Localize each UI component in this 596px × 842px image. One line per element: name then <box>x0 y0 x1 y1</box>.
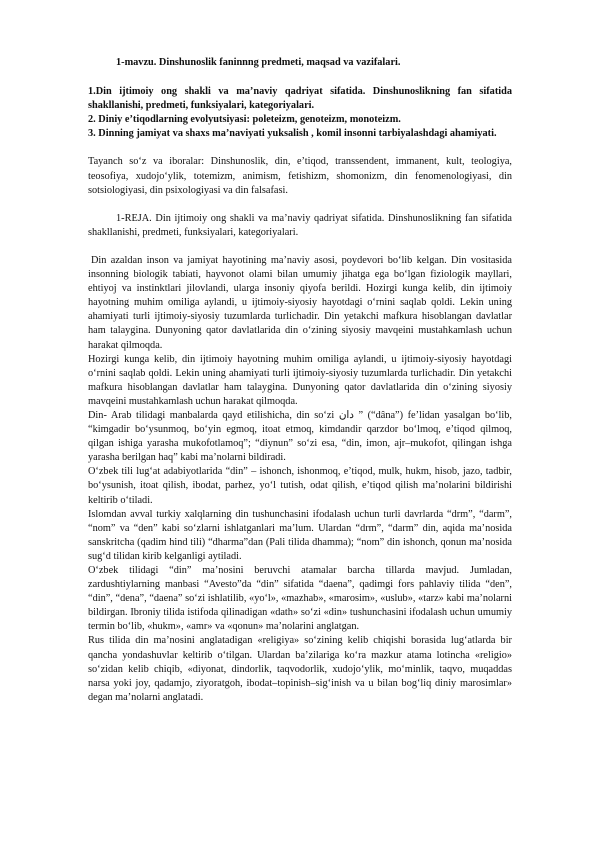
document-page <box>88 56 512 705</box>
outline-item-2: 2. Diniy e’tiqodlarning evolyutsiyasi: poleteizm, genoteizm, monoteizm. <box>88 114 401 126</box>
body-paragraph: Rus tilida din ma’nosini anglatadigan «religiya» so‘zining kelib chiqishi borasida lug‘atlarda bir qancha yondashuvlar keltirib o‘tilgan. Ulardan ba’zilariga ko‘ra mazkur atama lotincha «religio» so‘zidan kelib chiqib, «diyonat, dindorlik, taqvodorlik, xudojo‘ylik, mo‘minlik, taqvo, muqaddas narsa yoki joy, qadamjo, ziyoratgoh, ibodat–topinish–sig‘inish va u bilan bog‘liq diniy marosimlar» degan ma’nolarni anglatadi. <box>88 635 512 703</box>
spacer <box>88 240 512 254</box>
spacer <box>88 198 512 212</box>
document-title: 1-mavzu. Dinshunoslik faninnng predmeti, maqsad va vazifalari. <box>116 57 401 68</box>
spacer <box>88 141 512 155</box>
body-paragraph: Din- Arab tilidagi manbalarda qayd etilishicha, din so‘zi دان ” (“dâna”) fe’lidan yasalgan bo‘lib, “kimgadir bo‘ysunmoq, bo‘yin egmoq, itoat etmoq, kimdandir qarzdor bo‘lmoq, e’tiqod qilmoq, qilgan ishiga yarasha mukofotlamoq”; “diynun” so‘zi esa, “din, imon, ajr–mukofot, qilingan ishga yarasha berilgan haq” kabi ma’nolarni bildiradi. <box>88 409 512 464</box>
body-paragraph: Din azaldan inson va jamiyat hayotining ma’naviy asosi, poydevori bo‘lib kelgan. Din vositasida insonning biologik tabiati, hayvonot olami bilan umumiy jihatga ega bo‘lgan fiziologik mayllari, ehtiyoj va instinktlari jilovlandi, ularga insoniy qiyofa berildi. Hozirgi kunga kelib, din ijtimoiy hayotning muhim omiliga aylandi, u ijtimoiy-siyosiy hayotdagi o‘rnini saqlab qoldi. Lekin uning ahamiyati turli ijtimoiy-siyosiy tuzumlarda turlichadir. Din yetakchi mafkura hisoblangan davlatlar ham talaygina. Dunyoning qator davlatlarida din o‘zining siyosiy mavqeini mustahkamlash uchun harakat qilmoqda. <box>88 254 512 351</box>
body-paragraph: O‘zbek tili lug‘at adabiyotlarida “din” – ishonch, ishonmoq, e’tiqod, mulk, hukm, hisob, jazo, tadbir, bo‘ysunish, itoat qilish, ibodat, parhez, yo‘l tutish, odat qilish, e’tiqod qilish ma’nolarini bildirishi keltirib o‘tiladi. <box>88 466 512 506</box>
body-paragraph: Islomdan avval turkiy xalqlarning din tushunchasini ifodalash uchun turli davrlarda “drm”, “darm”, “nom” va “den” kabi so‘zlarni ishlatganlari ma’lum. Ulardan “drm”, “darm” din, aqida ma’nosida sanskritcha (qadim hind tili) “dharma”dan (Pali tilida dhamma); “nom” din ishonch, qonun ma’nosida sug‘d tilidan kirib kelganligi aytiladi. <box>88 508 512 562</box>
outline-item-3: 3. Dinning jamiyat va shaxs ma’naviyati yuksalish , komil insonni tarbiyalashdagi ahamiyati. <box>88 128 497 140</box>
plan-heading: 1-REJA. Din ijtimoiy ong shakli va ma’naviy qadriyat sifatida. Dinshunoslikning fan sifatida shakllanishi, predmeti, funksiyalari, kategoriyalari. <box>88 212 512 238</box>
outline-item-1: 1.Din ijtimoiy ong shakli va ma’naviy qadriyat sifatida. Dinshunoslikning fan sifatida shakllanishi, predmeti, funksiyalari, kategoriyalari. <box>88 86 512 112</box>
keywords-paragraph: Tayanch so‘z va iboralar: Dinshunoslik, din, e’tiqod, transsendent, immanent, kult, teologiya, teosofiya, xudojo‘ylik, totemizm, animism, fetishizm, shomonizm, din fenomenologiyasi, din sotsiologiyasi, din psixologiyasi va din falsafasi. <box>88 156 512 196</box>
body-paragraph: Hozirgi kunga kelib, din ijtimoiy hayotning muhim omiliga aylandi, u ijtimoiy-siyosiy hayotdagi o‘rnini saqlab qoldi. Lekin uning ahamiyati turli ijtimoiy-siyosiy tuzumlarda turlichadir. Din yetakchi mafkura hisoblangan davlatlar ham talaygina. Dunyoning qator davlatlarida din o‘zining siyosiy mavqeini mustahkamlash uchun harakat qilmoqda. <box>88 353 512 407</box>
body-paragraph: O‘zbek tilidagi “din” ma’nosini beruvchi atamalar barcha tillarda mavjud. Jumladan, zardushtiylarning manbasi “Avesto”da “din” sifatida “daena”, qadimgi fors pahlaviy tilida “den”, “din”, “dena”, “daena” so‘zi ishlatilib, «yo‘l», «mazhab», «marosim», «uslub», «tarz» kabi ma’nolarni bildirgan. Ibroniy tilida istifoda qilinadigan «dath» so‘zi «din» tushunchasini ifodalash uchun umumiy termin bo‘lib, «hukm», «amr» va «qonun» ma’nolarini anglatgan. <box>88 565 512 633</box>
